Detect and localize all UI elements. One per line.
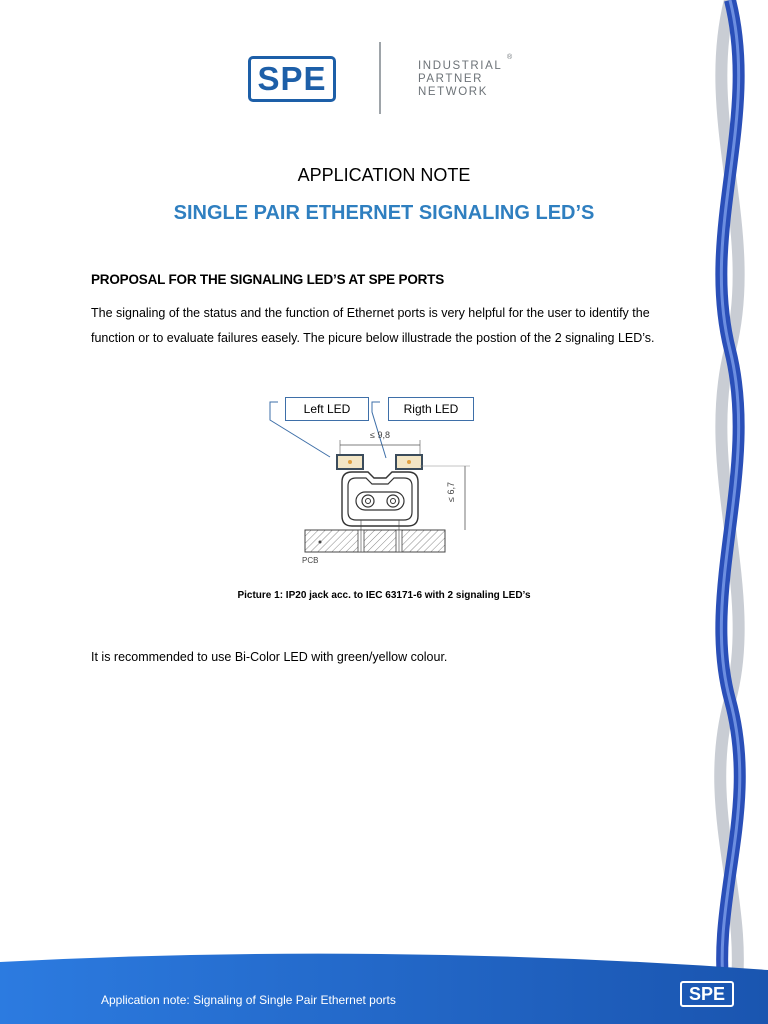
section-heading: PROPOSAL FOR THE SIGNALING LED’S AT SPE PORTS: [91, 272, 445, 287]
jack-figure: [260, 390, 500, 580]
pcb-label: PCB: [302, 556, 319, 565]
height-dimension-label: ≤ 6,7: [446, 482, 456, 502]
network-line-3: NETWORK: [418, 86, 488, 98]
recommendation-text: It is recommended to use Bi-Color LED with green/yellow colour.: [91, 650, 448, 664]
network-line-1: INDUSTRIAL: [418, 60, 503, 72]
body-paragraph: The signaling of the status and the function of Ethernet ports is very helpful for the user to identify the function or to evaluate failures easely. The picure below illustrade the postion of the 2 signaling LED’s.: [91, 306, 655, 345]
spe-logo: SPE: [248, 56, 336, 102]
footer-spe-logo: SPE: [680, 981, 734, 1007]
industrial-partner-network-logo: [418, 60, 518, 99]
twisted-cable-decoration: [690, 0, 768, 1000]
registered-mark: ®: [507, 54, 513, 61]
jack-drawing: [260, 390, 500, 580]
document-title: SINGLE PAIR ETHERNET SIGNALING LED’S: [173, 202, 595, 224]
width-dimension-label: ≤ 9,8: [370, 430, 390, 440]
network-line-2: PARTNER: [418, 73, 484, 85]
left-led-label: Left LED: [285, 397, 369, 421]
right-led-label: Rigth LED: [388, 397, 474, 421]
document-kind: APPLICATION NOTE: [297, 165, 471, 185]
header-divider: [379, 42, 381, 114]
footer-text: Application note: Signaling of Single Pair Ethernet ports: [101, 993, 396, 1007]
footer-wave: [0, 950, 768, 1024]
figure-caption: Picture 1: IP20 jack acc. to IEC 63171-6 with 2 signaling LED’s: [237, 590, 531, 601]
